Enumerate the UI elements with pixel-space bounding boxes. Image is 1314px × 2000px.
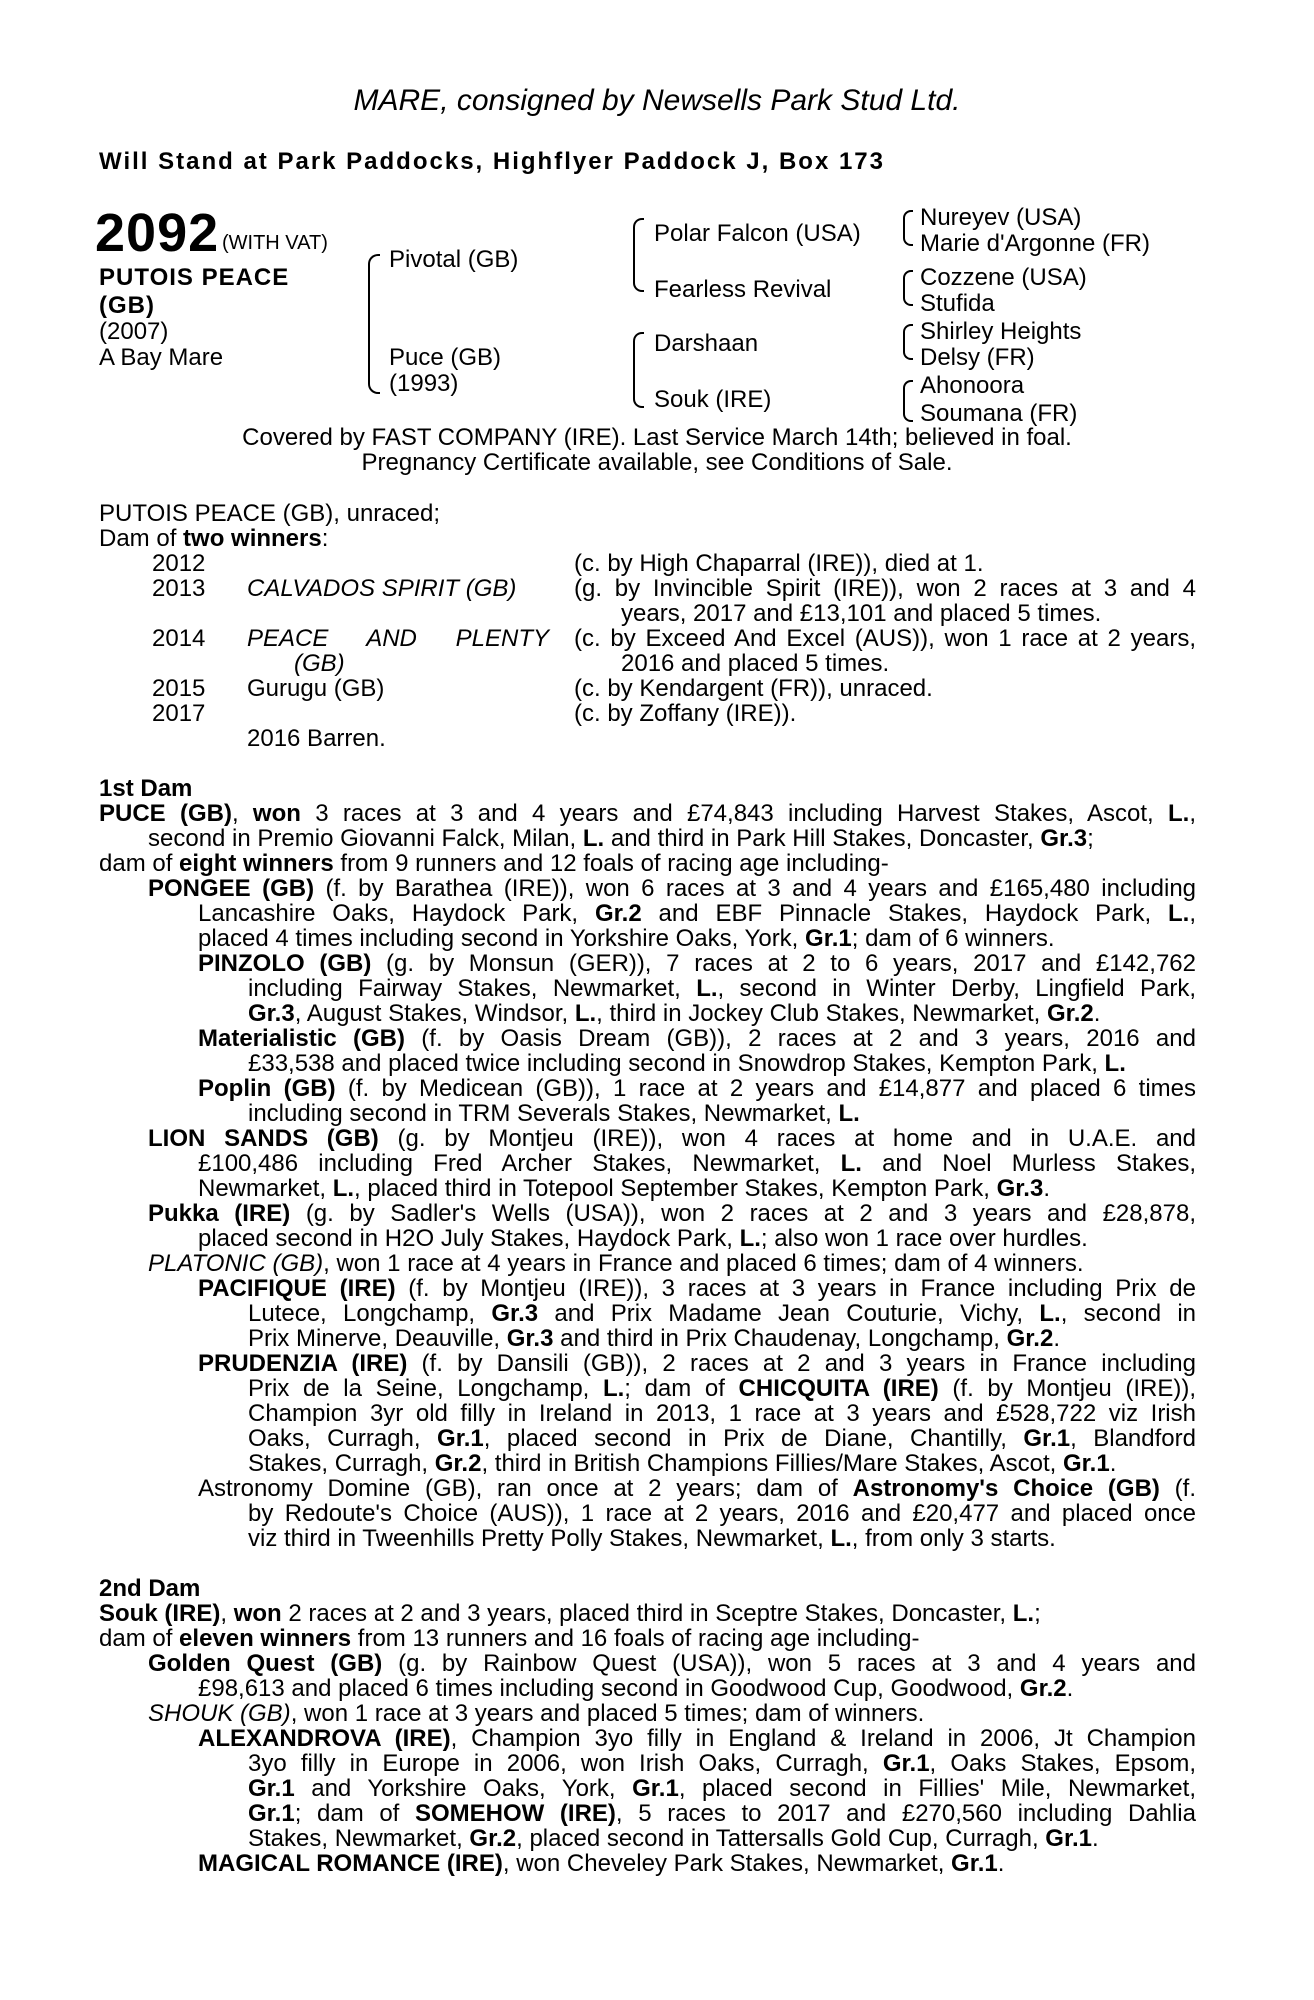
dam-of-line: Dam of two winners: xyxy=(99,525,329,552)
lot-number: 2092 xyxy=(95,203,220,263)
horse-name-suffix: (GB) xyxy=(99,292,155,319)
progeny-line: Stakes, Newmarket, Gr.2, placed second in Tattersalls Gold Cup, Curragh, Gr.1. xyxy=(248,1825,1099,1852)
foal-name: Gurugu (GB) xyxy=(247,675,385,702)
progeny-line: Prix Minerve, Deauville, Gr.3 and third in Prix Chaudenay, Longchamp, Gr.2. xyxy=(248,1325,1060,1352)
dam-line-brace xyxy=(633,332,644,408)
second-dam-heading: 2nd Dam xyxy=(99,1575,201,1602)
foal-name-cont: (GB) xyxy=(294,650,345,677)
progeny-line: Newmarket, L., placed third in Totepool September Stakes, Kempton Park, Gr.3. xyxy=(198,1175,1050,1202)
pedigree-g4: Stufida xyxy=(920,290,995,317)
foal-details: (c. by Zoffany (IRE)). xyxy=(574,700,797,727)
progeny-line: placed 4 times including second in Yorkshire Oaks, York, Gr.1; dam of 6 winners. xyxy=(198,925,1055,952)
progeny-line: PACIFIQUE (IRE) (f. by Montjeu (IRE)), 3 races at 3 years in France including Prix de xyxy=(198,1275,1196,1302)
foal-year: 2013 xyxy=(152,575,206,602)
progeny-line: Gr.3, August Stakes, Windsor, L., third in Jockey Club Stakes, Newmarket, Gr.2. xyxy=(248,1000,1101,1027)
foal-details: (c. by Exceed And Excel (AUS)), won 1 race at 2 years, xyxy=(574,625,1196,652)
foal-name: CALVADOS SPIRIT (GB) xyxy=(247,575,517,602)
foal-details: (g. by Invincible Spirit (IRE)), won 2 races at 3 and 4 xyxy=(574,575,1196,602)
progeny-line: Pukka (IRE) (g. by Sadler's Wells (USA)), won 2 races at 2 and 3 years and £28,878, xyxy=(148,1200,1197,1227)
barren-note: 2016 Barren. xyxy=(247,725,386,752)
pedigree-dam: Puce (GB) xyxy=(389,344,502,371)
progeny-line: MAGICAL ROMANCE (IRE), won Cheveley Park Stakes, Newmarket, Gr.1. xyxy=(198,1850,1005,1877)
foal-details: (c. by High Chaparral (IRE)), died at 1. xyxy=(574,550,984,577)
progeny-line: Lancashire Oaks, Haydock Park, Gr.2 and EBF Pinnacle Stakes, Haydock Park, L., xyxy=(198,900,1197,927)
progeny-line: Materialistic (GB) (f. by Oasis Dream (GB)), 2 races at 2 and 3 years, 2016 and xyxy=(198,1025,1196,1052)
pedigree-g8: Soumana (FR) xyxy=(920,400,1078,427)
horse-year: (2007) xyxy=(99,318,169,345)
g-brace-3 xyxy=(903,324,913,360)
progeny-line: ALEXANDROVA (IRE), Champion 3yo filly in England & Ireland in 2006, Jt Champion xyxy=(198,1725,1196,1752)
first-dam-line: second in Premio Giovanni Falck, Milan, L. and third in Park Hill Stakes, Doncaster, Gr.3; xyxy=(148,825,1094,852)
pregnancy-line: Pregnancy Certificate available, see Conditions of Sale. xyxy=(361,449,953,476)
foal-details-cont: 2016 and placed 5 times. xyxy=(621,650,890,677)
progeny-line: Lutece, Longchamp, Gr.3 and Prix Madame Jean Couturie, Vichy, L., second in xyxy=(248,1300,1197,1327)
horse-name: PUTOIS PEACE xyxy=(99,264,290,291)
foal-year: 2014 xyxy=(152,625,206,652)
g-brace-1 xyxy=(903,210,913,246)
progeny-line: PLATONIC (GB), won 1 race at 4 years in France and placed 6 times; dam of 4 winners. xyxy=(148,1250,1084,1277)
pedigree-g7: Ahonoora xyxy=(920,372,1025,399)
progeny-line: including second in TRM Severals Stakes, Newmarket, L. xyxy=(248,1100,860,1127)
pedigree-sire: Pivotal (GB) xyxy=(389,246,519,273)
progeny-line: Stakes, Curragh, Gr.2, third in British Champions Fillies/Mare Stakes, Ascot, Gr.1. xyxy=(248,1450,1117,1477)
sire-line-brace xyxy=(633,218,644,292)
progeny-line: Oaks, Curragh, Gr.1, placed second in Prix de Diane, Chantilly, Gr.1, Blandford xyxy=(248,1425,1196,1452)
progeny-line: including Fairway Stakes, Newmarket, L., second in Winter Derby, Lingfield Park, xyxy=(248,975,1197,1002)
g-brace-4 xyxy=(903,380,913,422)
progeny-line: PINZOLO (GB) (g. by Monsun (GER)), 7 races at 2 to 6 years, 2017 and £142,762 xyxy=(198,950,1196,977)
foal-details: (c. by Kendargent (FR)), unraced. xyxy=(574,675,933,702)
pedigree-sire-sire: Polar Falcon (USA) xyxy=(654,220,861,247)
progeny-line: Champion 3yr old filly in Ireland in 2013, 1 race at 3 years and £528,722 viz Irish xyxy=(248,1400,1196,1427)
progeny-line: Poplin (GB) (f. by Medicean (GB)), 1 race at 2 years and £14,877 and placed 6 times xyxy=(198,1075,1196,1102)
first-dam-line: PUCE (GB), won 3 races at 3 and 4 years and £74,843 including Harvest Stakes, Ascot, L., xyxy=(99,800,1196,827)
progeny-line: Gr.1 and Yorkshire Oaks, York, Gr.1, placed second in Fillies' Mile, Newmarket, xyxy=(248,1775,1196,1802)
pedigree-dam-sire: Darshaan xyxy=(654,330,759,357)
dam-intro: PUTOIS PEACE (GB), unraced; xyxy=(99,500,441,527)
progeny-line: £100,486 including Fred Archer Stakes, Newmarket, L. and Noel Murless Stakes, xyxy=(198,1150,1196,1177)
progeny-line: LION SANDS (GB) (g. by Montjeu (IRE)), won 4 races at home and in U.A.E. and xyxy=(148,1125,1196,1152)
pedigree-dam-year: (1993) xyxy=(389,370,459,397)
horse-description: A Bay Mare xyxy=(99,344,224,371)
progeny-line: £33,538 and placed twice including second in Snowdrop Stakes, Kempton Park, L. xyxy=(248,1050,1126,1077)
pedigree-g5: Shirley Heights xyxy=(920,318,1082,345)
progeny-line: Gr.1; dam of SOMEHOW (IRE), 5 races to 2017 and £270,560 including Dahlia xyxy=(248,1800,1196,1827)
pedigree-sire-dam: Fearless Revival xyxy=(654,276,832,303)
foal-details-cont: years, 2017 and £13,101 and placed 5 times. xyxy=(621,600,1102,627)
foal-year: 2012 xyxy=(152,550,206,577)
progeny-line: 3yo filly in Europe in 2006, won Irish Oaks, Curragh, Gr.1, Oaks Stakes, Epsom, xyxy=(248,1750,1197,1777)
pedigree-g3: Cozzene (USA) xyxy=(920,264,1087,291)
progeny-line: PRUDENZIA (IRE) (f. by Dansili (GB)), 2 races at 2 and 3 years in France including xyxy=(198,1350,1196,1377)
vat-label: (WITH VAT) xyxy=(222,232,328,254)
second-dam-line: dam of eleven winners from 13 runners and 16 foals of racing age including- xyxy=(99,1625,920,1652)
progeny-line: SHOUK (GB), won 1 race at 3 years and placed 5 times; dam of winners. xyxy=(148,1700,925,1727)
first-dam-heading: 1st Dam xyxy=(99,775,193,802)
progeny-line: viz third in Tweenhills Pretty Polly Stakes, Newmarket, L., from only 3 starts. xyxy=(248,1525,1056,1552)
progeny-line: PONGEE (GB) (f. by Barathea (IRE)), won 6 races at 3 and 4 years and £165,480 including xyxy=(148,875,1197,902)
location-line: Will Stand at Park Paddocks, Highflyer Paddock J, Box 173 xyxy=(99,148,885,175)
pedigree-g6: Delsy (FR) xyxy=(920,344,1035,371)
consignor-line: MARE, consigned by Newsells Park Stud Ltd. xyxy=(353,84,961,117)
pedigree-dam-dam: Souk (IRE) xyxy=(654,386,772,413)
progeny-line: by Redoute's Choice (AUS)), 1 race at 2 years, 2016 and £20,477 and placed once xyxy=(248,1500,1196,1527)
progeny-line: £98,613 and placed 6 times including second in Goodwood Cup, Goodwood, Gr.2. xyxy=(198,1675,1074,1702)
progeny-line: placed second in H2O July Stakes, Haydock Park, L.; also won 1 race over hurdles. xyxy=(198,1225,1088,1252)
progeny-line: Golden Quest (GB) (g. by Rainbow Quest (USA)), won 5 races at 3 and 4 years and xyxy=(148,1650,1196,1677)
second-dam-line: Souk (IRE), won 2 races at 2 and 3 years, placed third in Sceptre Stakes, Doncaster, L.; xyxy=(99,1600,1041,1627)
progeny-line: Prix de la Seine, Longchamp, L.; dam of CHICQUITA (IRE) (f. by Montjeu (IRE)), xyxy=(248,1375,1196,1402)
foal-name: PEACE AND PLENTY xyxy=(247,625,549,652)
foal-year: 2015 xyxy=(152,675,206,702)
cover-line-1: Covered by FAST COMPANY (IRE). Last Service March 14th; believed in foal. xyxy=(242,424,1072,451)
pedigree-g2: Marie d'Argonne (FR) xyxy=(920,230,1150,257)
g-brace-2 xyxy=(903,270,913,306)
foal-year: 2017 xyxy=(152,700,206,727)
first-dam-line: dam of eight winners from 9 runners and 12 foals of racing age including- xyxy=(99,850,889,877)
progeny-line: Astronomy Domine (GB), ran once at 2 years; dam of Astronomy's Choice (GB) (f. xyxy=(198,1475,1196,1502)
sire-dam-brace xyxy=(368,254,380,394)
pedigree-g1: Nureyev (USA) xyxy=(920,204,1082,231)
